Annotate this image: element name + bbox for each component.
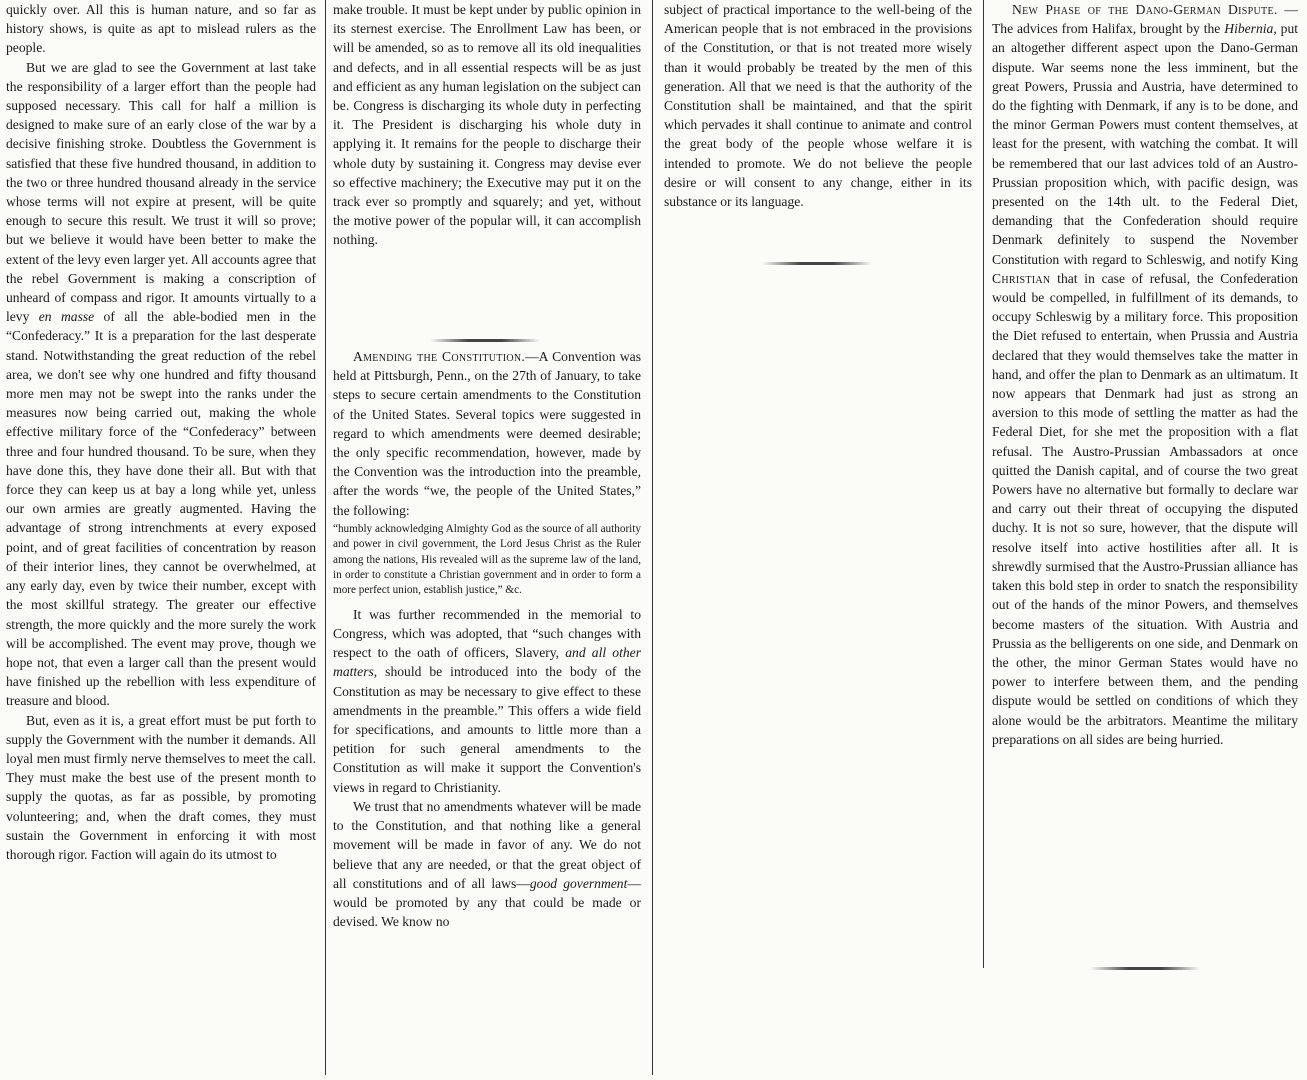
col2-p3b: should be introduced into the body of the Constitution as may be necessary to give effect to these amendments in the preamble.” This offers a wide field for specifications, and amounts to little more than a petition for such general amendments to the Constitution as will make it support the Convention's views in regard to Christianity.: [333, 664, 641, 795]
column-2-separator: [430, 339, 540, 342]
column-rule-1: [325, 0, 326, 1075]
col1-p2-italic: en masse: [38, 309, 95, 325]
column-2-bottom: [333, 347, 641, 1080]
col2-paragraph-1: make trouble. It must be kept under by public opinion in its sternest exercise. The Enrollment Law has been, or will be amended, so as to remove all its old inequalities and defects, and in all essential respects will be as just and efficient as any human legislation on the subject can be. Congress is discharging its whole duty in perfecting it. The President is discharging his whole duty in applying it. It remains for the people to discharge their whole duty by sustaining it. Congress may devise ever so effective machinery; the Executive may put it on the track ever so promptly and squarely; and yet, without the motive power of the popular will, it can accomplish nothing.: [333, 2, 641, 248]
column-rule-3: [983, 0, 984, 968]
col4-ship-name: Hibernia,: [1224, 21, 1277, 37]
column-3: [664, 0, 972, 258]
column-rule-2: [652, 0, 653, 1075]
col1-p2-end: of all the able-bodied men in the “Confederacy.” It is a preparation for the last desperate stand. Notwithstanding the great reduction of the rebel area, we don't see why one hundred and fifty thousand more men may not be swept into the ranks under the measures now being carried out, making the whole effective military force of the “Confederacy” between three and four hundred thousand. To be sure, when they have done this, they have done their all. But with that force they can keep us at bay a long while yet, unless our own armies are greatly augmented. Having the advantage of strong intrenchments at every exposed point, and of great facilities of concentration by reason of their interior lines, they cannot be overwhelmed, at any early day, even by twice their number, except with the most skillful strategy. The greater our effective strength, the more quickly and the more surely the work will be accomplished. The event may prove, though we hope not, that even a larger call than the present would have finished up the rebellion with less expenditure of treasure and blood.: [6, 309, 316, 709]
col4-p1c: that in case of refusal, the Confederation would be compelled, in fulfillment of its demands, to occupy Schleswig by a military force. This proposition the Diet refused to entertain, when Prussia and Austria declared that they would themselves take the matter in hand, and offer the plan to Denmark as an ultimatum. It now appears that Denmark had just as strong an aversion to this mode of settling the matter as had the Federal Diet, for she met the proposition with a flat refusal. The Austro-Prussian Ambassadors at once quitted the Danish capital, and of course the two great Powers have no alternative but formally to declare war and carry out their threat of occupying the disputed duchy. It is not so sure, however, that the dispute will resolve itself into active hostilities after all. It is shrewdly surmised that the Austro-Prussian alliance has taken this bold step in order to snatch the responsibility out of the hands of the minor Powers, and themselves become masters of the situation. With Austria and Prussia as the belligerents on one side, and Denmark on the other, the minor German States would have no power to interfere between them, and the pending dispute would be settled on conditions of which they alone would be the arbitrators. Meantime the military preparations on all sides are being hurried.: [992, 270, 1298, 747]
col2-p4a: We trust that no amendments whatever will be made to the Constitution, and that nothing like a general movement will be made in favor of any. We do not believe that any are needed, or that the great object of all constitutions and of all laws—: [333, 798, 641, 891]
col1-p2-text: But we are glad to see the Government at last take the responsibility of a larger effort than the people had supposed necessary. This call for half a million is designed to make sure of an early close of the war by a decisive finishing stroke. Doubtless the Government is satisfied that these five hundred thousand, in addition to the two or three hundred thousand already in the service whose terms will not expire at present, will be quite enough to secure this result. We trust it will so prove; but we believe it would have been better to make the extent of the levy even larger yet. All accounts agree that the rebel Government is making a conscription of unheard of compass and rigor. It amounts virtually to a levy: [6, 59, 316, 325]
col4-heading: New Phase of the Dano-German Dispute.: [1012, 2, 1278, 17]
col2-paragraph-3: [333, 605, 641, 797]
column-1: [6, 0, 316, 1080]
col2-p3a: It was further recommended in the memorial to Congress, which was adopted, that “such changes with respect to the oath of officers, Slavery,: [333, 606, 641, 661]
col2-p4-italic: good government: [529, 875, 628, 891]
col4-king-name: Christian: [992, 270, 1051, 286]
col2-article-amending: [333, 347, 641, 520]
column-4: [992, 0, 1298, 962]
column-3-separator: [762, 262, 872, 265]
column-2-top: [333, 0, 641, 338]
col4-p1a: —The advices from Halifax, brought by the: [992, 2, 1298, 37]
col2-p3-italic: and all other matters,: [333, 645, 641, 680]
col3-paragraph-1: subject of practical importance to the well-being of the American people that is not embraced in the provisions of the Constitution, or that is not treated more wisely than it would probably be treated by the men of this generation. All that we need is that the authority of the Constitution shall be maintained, and that the spirit which pervades it shall continue to animate and control the great body of the people whose welfare it is intended to promote. We do not believe the people desire or will consent to any change, either in its substance or its language.: [664, 2, 972, 210]
col1-paragraph-1: quickly over. All this is human nature, and so far as history shows, is quite as apt to mislead rulers as the people.: [6, 2, 316, 56]
col2-paragraph-4: [333, 797, 641, 931]
col4-article-dano-german: [992, 0, 1298, 749]
col1-paragraph-3: But, even as it is, a great effort must be put forth to supply the Government with the number it demands. All loyal men must firmly nerve themselves to meet the call. They must make the best use of the present month to supply the quotas, as far as possible, by promoting volunteering; and, when the draft comes, they must sustain the Government in enforcing it with most thorough rigor. Faction will again do its utmost to: [6, 712, 316, 862]
col2-p4b: —would be promoted by any that could be made or devised. We know no: [333, 875, 641, 930]
col2-heading: Amending the Constitution.: [353, 349, 526, 364]
column-4-separator: [1090, 967, 1200, 970]
col2-quote: “humbly acknowledging Almighty God as the source of all authority and power in civil government, the Lord Jesus Christ as the Ruler among the nations, His revealed will as the supreme law of the land, in order to constitute a Christian government and in order to form a more perfect union, establish justice,” &c.: [333, 522, 641, 597]
col4-p1b: put an altogether different aspect upon the Dano-German dispute. War seems none the less imminent, but the great Powers, Prussia and Austria, have determined to do the fighting with Denmark, if any is to be done, and the minor German Powers must content themselves, at least for the present, with watching the combat. It will be remembered that our last advices told of an Austro-Prussian proposition which, with pacific design, was presented on the 14th ult. to the Federal Diet, demanding that the Confederation should require Denmark definitely to suspend the November Constitution with regard to Schleswig, and notify King: [992, 21, 1298, 267]
col2-p2-text: —A Convention was held at Pittsburgh, Penn., on the 27th of January, to take steps to secure certain amendments to the Constitution of the United States. Several topics were suggested in regard to which amendments were deemed desirable; the only specific recommendation, however, made by the Convention was the introduction into the preamble, after the words “we, the people of the United States,” the following:: [333, 349, 641, 518]
col1-paragraph-2: [6, 58, 316, 711]
